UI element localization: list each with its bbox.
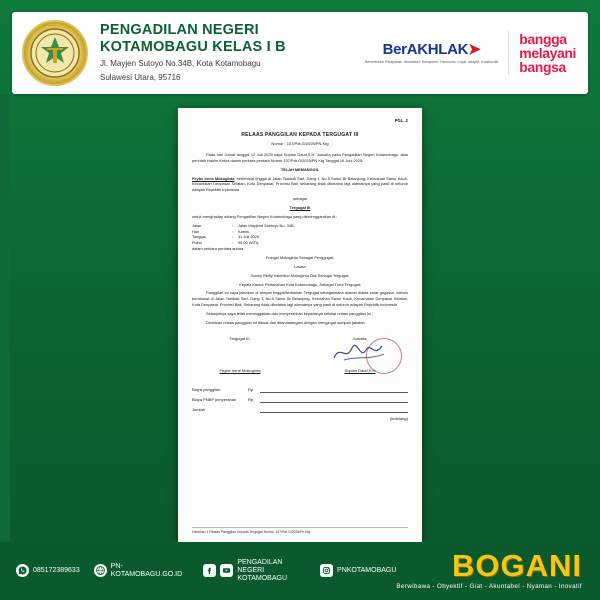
header-logos bbox=[365, 12, 588, 94]
cost-value-line bbox=[260, 386, 408, 393]
bangga-line2: melayani bbox=[519, 44, 576, 61]
cost-table bbox=[192, 386, 408, 422]
cost-row bbox=[192, 396, 408, 403]
document-page bbox=[178, 108, 422, 542]
contact-whatsapp[interactable] bbox=[16, 564, 80, 577]
schedule-colon: : bbox=[232, 228, 234, 234]
contact-social-line2: KOTAMOBAGU bbox=[237, 575, 287, 583]
contact-website-label: PN-KOTAMOBAGU.GO.ID bbox=[110, 562, 183, 578]
berakhlak-logo: BerAKHLAK➤ Berorientasi Pelayanan, Akuntabel, Kompeten, Harmonis, Loyal, Adaptif, Kolaboratif bbox=[364, 40, 499, 64]
cost-row bbox=[192, 386, 408, 393]
called-party-address: , bertempat tinggal di Jalan Tambali Sari, Gang 1, No.5 Sanur Br Belanjong, Kelurahan Sanur Kauh, Kecamatan Denpasar Selatan, Kota Denpasar, Provinsi Bali, sekarang tidak diketahui lagi alamatnya yang pasti di seluruh wilayah Republik Indonesia bbox=[192, 175, 408, 193]
schedule-key: Pukul bbox=[192, 240, 202, 246]
document-number: Nomor : 107/Pdt.G/2025/PN Ktg bbox=[271, 140, 329, 146]
signature-right bbox=[312, 336, 408, 374]
contact-instagram[interactable] bbox=[320, 564, 396, 577]
page-label: PGL. 2 bbox=[394, 118, 408, 123]
schedule-list bbox=[192, 223, 408, 246]
facebook-icon bbox=[203, 564, 216, 577]
signature-right-space bbox=[312, 342, 408, 368]
signature-left-label: Tergugat III, bbox=[229, 335, 251, 341]
schedule-key: Jalan bbox=[192, 222, 202, 228]
cost-amount-in-words: (terbilang) bbox=[389, 415, 408, 421]
called-party-block bbox=[192, 176, 408, 194]
youtube-icon bbox=[220, 564, 233, 577]
paragraph-selanjutnya: Selanjutnya saya telah meninggalkan dan menyerahkan kepadanya sehelai relaas panggilan ini ; bbox=[206, 310, 373, 316]
paragraph-panggilan: Panggilan ini saya jalankan di tempat tinggal/kediaman Tergugat sebagaimana alamat diatas surat gugatan, dahulu beralamat di Jalan Tambak Sari, Gang 1, No.5 Sanur Br Belanjong, Kelurahan Sanur Kauh, Kecamatan Denpasar Selatan, Kota Denpasar, Provinsi Bali, Sekarang tidak diketahui lagi alamatnya yang pasti di seluruh wilayah Republik indonesia bbox=[192, 290, 408, 308]
contact-social-line1: PENGADILAN NEGERI bbox=[237, 558, 283, 574]
header-title-line1: PENGADILAN NEGERI bbox=[100, 22, 259, 39]
cost-value-line bbox=[260, 406, 408, 413]
purpose-text: untuk menghadap sidang Pengadilan Negeri Kotamobagu yang diselenggarakan di : bbox=[192, 213, 338, 219]
paragraph-demikian: Demikian relaas panggilan ini dibuat dan ditandatangani dengan mengingat sumpah jabatan bbox=[206, 319, 365, 325]
telah-memanggil-heading: TELAH MEMANGGIL bbox=[280, 166, 320, 172]
signature-right-name: Sopian Daud,S.H bbox=[344, 367, 376, 373]
header-text-block bbox=[100, 22, 365, 83]
document-body bbox=[192, 118, 408, 530]
footer-bar bbox=[0, 542, 600, 600]
bogani-wordmark: BOGANI bbox=[452, 548, 582, 584]
document-title: RELAAS PANGGILAN KEPADA TERGUGAT III bbox=[241, 132, 359, 139]
bogani-brand-block bbox=[396, 548, 600, 590]
footer-contacts bbox=[0, 559, 396, 583]
header-divider bbox=[508, 31, 509, 75]
co-defendant-line: Kepala Kantor Pertanahan Kota Kotamobagu, Sebagai Turut Tergugat; bbox=[239, 281, 361, 287]
cost-currency: Rp. bbox=[248, 386, 255, 392]
schedule-colon: : bbox=[232, 240, 234, 246]
cost-value-line bbox=[260, 396, 408, 403]
header-bar bbox=[12, 12, 588, 94]
berakhlak-description: Berorientasi Pelayanan, Akuntabel, Kompeten, Harmonis, Loyal, Adaptif, Kolaboratif bbox=[364, 59, 499, 64]
schedule-value: Jalan Mayjend Soetoyo No. 34B, bbox=[238, 222, 295, 228]
case-line: dalam perkara perdata antara bbox=[192, 246, 244, 252]
signature-left bbox=[192, 336, 288, 374]
defendant-line: Sonny Reifly Valentino Mokoginta Dkk Sebagai Tergugat; bbox=[250, 272, 350, 278]
whatsapp-icon bbox=[16, 564, 29, 577]
contact-website[interactable] bbox=[94, 563, 190, 579]
cost-row bbox=[192, 406, 408, 413]
schedule-value: 31 Juli 2025 bbox=[238, 234, 259, 240]
signature-right-label: Jurusita, bbox=[352, 335, 368, 341]
court-logo-icon bbox=[22, 20, 88, 86]
cost-currency: Rp. bbox=[248, 396, 255, 402]
berakhlak-text: BerAKHLAK bbox=[382, 40, 469, 58]
plaintiff-line: Frangki Mokoginta Sebagai Penggugat, bbox=[265, 254, 335, 260]
signature-left-name: Feybe Irene Mokoginta bbox=[219, 367, 261, 373]
left-accent-bar bbox=[0, 94, 10, 542]
cost-label: Biaya panggilan bbox=[192, 386, 221, 392]
contact-social-fb-yt[interactable] bbox=[203, 559, 306, 583]
signature-left-space bbox=[192, 342, 288, 368]
cost-label: Jumlah bbox=[192, 406, 205, 412]
schedule-key: Tanggal bbox=[192, 234, 206, 240]
contact-social-label bbox=[237, 559, 306, 583]
bangga-line3: bangsa bbox=[519, 59, 566, 76]
contact-instagram-label: PNKOTAMOBAGU bbox=[337, 566, 397, 574]
instagram-icon bbox=[320, 564, 333, 577]
header-title-line2: KOTAMOBAGU KELAS I B bbox=[100, 38, 286, 55]
called-party-name: Feybe Irene Mokoginta bbox=[192, 175, 235, 181]
cost-label: Biaya PNBP penyerahan bbox=[192, 396, 237, 402]
as-label: sebagai bbox=[293, 196, 307, 202]
schedule-value: 09.00 WITA, bbox=[238, 240, 260, 246]
as-value: Tergugat III bbox=[289, 204, 311, 210]
signature-area bbox=[192, 336, 408, 374]
schedule-colon: : bbox=[232, 222, 234, 228]
globe-icon bbox=[94, 564, 107, 577]
bangga-line1: bangga bbox=[519, 30, 567, 47]
schedule-key: Hari bbox=[192, 228, 200, 234]
schedule-value: Kamis, bbox=[238, 228, 250, 234]
header-address-line2: Sulawesi Utara, 95716 bbox=[100, 73, 181, 83]
versus-line: Lawan bbox=[294, 263, 306, 269]
bogani-tagline: Berwibawa - Obyektif - Giat - Akuntabel - Nyaman - Inovatif bbox=[396, 582, 582, 590]
schedule-colon: : bbox=[232, 234, 234, 240]
contact-whatsapp-label: 085172389633 bbox=[33, 566, 80, 574]
paragraph-intro: Pada hari Jumat tanggal 12 Juli 2025 saya Sopian Daud,S.H. Jurusita pada Pengadilan Negeri Kotamobagu, atas perintah Hakim Ketua dalam perkara perdata Nomor 107/Pdt.G/2025/PN Ktg Tanggal 16 Juni 2025; bbox=[192, 151, 408, 163]
header-address-line1: Jl. Mayjen Sutoyo No.34B, Kota Kotamobagu bbox=[100, 58, 261, 68]
bangga-melayani-bangsa-logo bbox=[519, 32, 576, 75]
document-footnote: Halaman 1 Relaas Panggilan Kepada Tergugat Nomor, 107/Pdt.G/2025/Pn.Ktg bbox=[192, 527, 408, 534]
